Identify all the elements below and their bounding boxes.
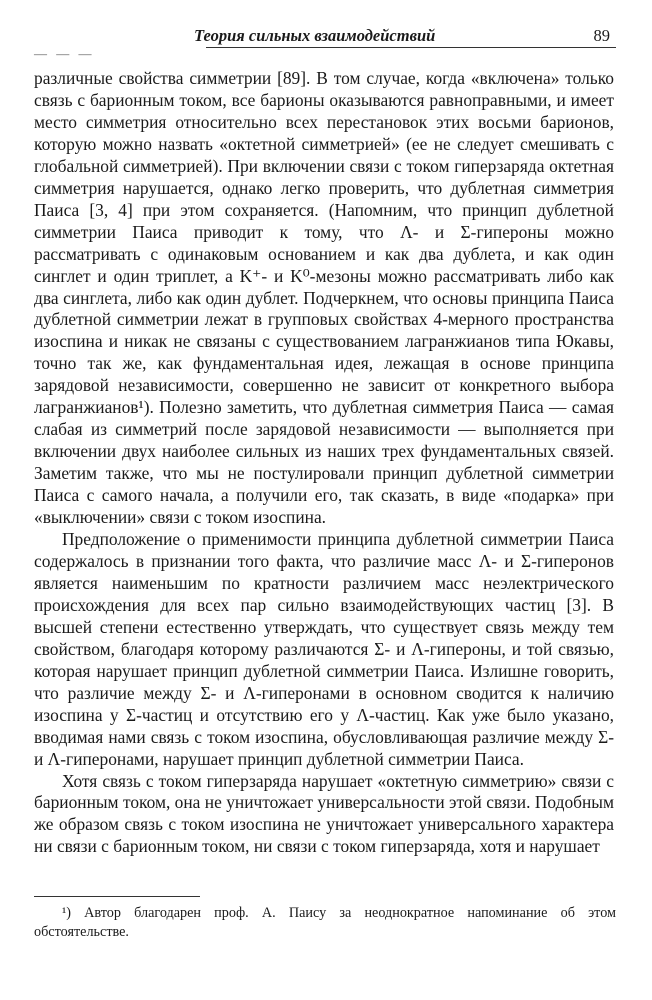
running-header	[34, 26, 616, 61]
header-left-mark: — — —	[34, 46, 95, 61]
paragraph-3: Хотя связь с током гиперзаряда нарушает «октетную симметрию» связи с барионным током, она не уничтожает универсальности этой связи. Подобным же образом связь с током изоспина не уничтожает универсального характера ни связи с барионным током, ни связи с током гиперзаряда, хотя и нарушает	[34, 770, 614, 857]
running-title: Теория сильных взаимодействий	[194, 26, 436, 45]
header-rule	[206, 47, 616, 48]
paragraph-1: различные свойства симметрии [89]. В том случае, когда «включена» только связь с барионным током, все барионы оказываются равноправными, и имеет место симметрия относительно всех перестановок этих восьми барионов, которую можно назвать «октетной симметрией» (ее не следует смешивать с глобальной симметрией). При включении связи с током гиперзаряда октетная симметрия нарушается, однако легко проверить, что дублетная симметрия Паиса [3, 4] при этом сохраняется. (Напомним, что принцип дублетной симметрии Паиса приводит к тому, что Λ- и Σ-гипероны можно рассматривать с одинаковым основанием и как два дублета, и как один синглет и один триплет, а K⁺- и K⁰-мезоны можно рассматривать либо как два синглета, либо как один дублет. Подчеркнем, что основы принципа Паиса дублетной симметрии лежат в групповых свойствах 4-мерного пространства изоспина и никак не связаны с существованием лагранжианов типа Юкавы, точно так же, как фундаментальная идея, лежащая в основе принципа зарядовой независимости, совершенно не зависит от конкретного выбора лагранжианов¹). Полезно заметить, что дублетная симметрия Паиса — самая слабая из симметрий после зарядовой независимости — выполняется при включении двух наиболее сильных из наших трех фундаментальных связей. Заметим также, что мы не постулировали принцип дублетной симметрии Паиса с самого начала, а получили его, так сказать, в виде «подарка» при «выключении» связи с током изоспина.	[34, 68, 614, 528]
paragraph-2: Предположение о применимости принципа дублетной симметрии Паиса содержалось в признании того факта, что различие масс Λ- и Σ-гиперонов является наименьшим по кратности различием масс неэлектрического происхождения для всех пар сильно взаимодействующих частиц [3]. В высшей степени естественно утверждать, что существует связь между тем свойством, благодаря которому различаются Σ- и Λ-гипероны, и той связью, которая нарушает принцип дублетной симметрии Паиса. Излишне говорить, что различие между Σ- и Λ-гиперонами в основном сводится к наличию изоспина у Σ-частиц и отсутствию его у Λ-частиц. Как уже было указано, вводимая нами связь с током изоспина, обусловливающая различие между Σ- и Λ-гиперонами, нарушает принцип дублетной симметрии Паиса.	[34, 529, 614, 769]
footnote-rule	[34, 896, 200, 897]
footnote: ¹) Автор благодарен проф. А. Паису за неоднократное напоминание об этом обстоятельстве.	[34, 905, 616, 940]
main-text	[34, 68, 614, 858]
page-number: 89	[593, 26, 610, 45]
